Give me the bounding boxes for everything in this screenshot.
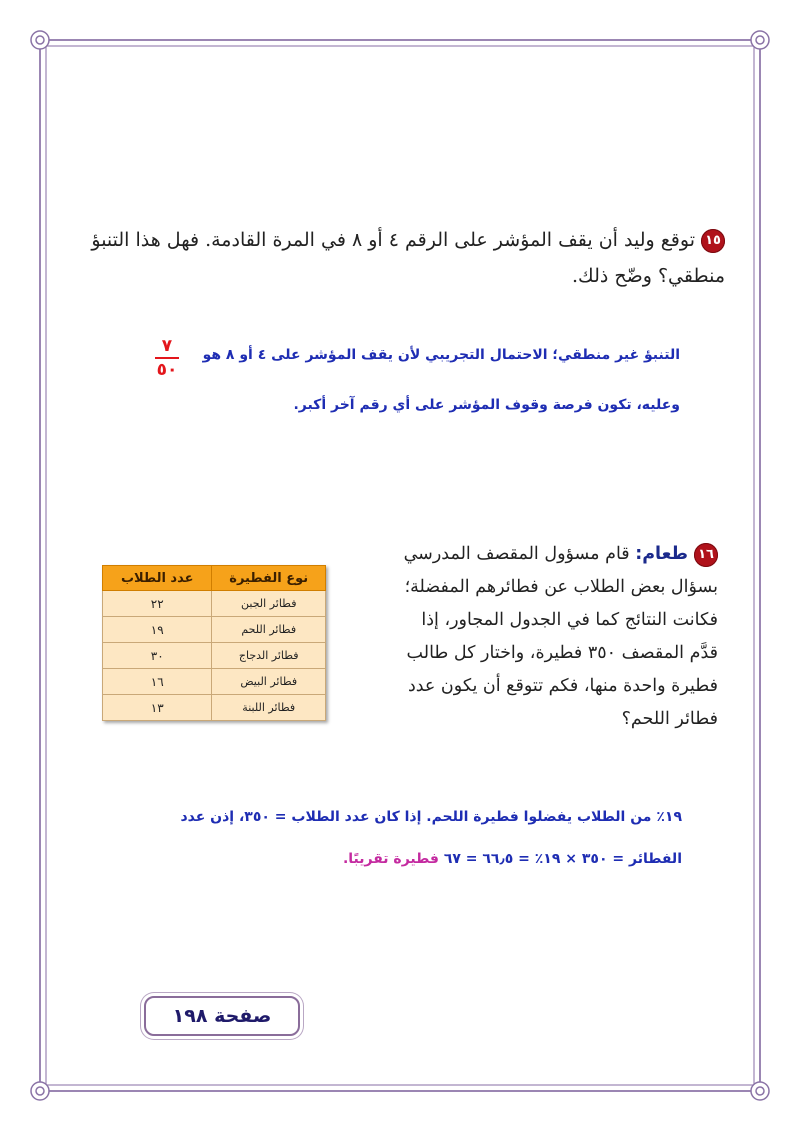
pie-count: ٣٠ <box>103 643 212 669</box>
pie-count: ٢٢ <box>103 591 212 617</box>
pie-name: فطائر اللحم <box>212 617 326 643</box>
pie-name: فطائر البيض <box>212 669 326 695</box>
pies-table <box>102 565 326 721</box>
table-row <box>103 669 326 695</box>
question-15-number: ١٥ <box>701 229 725 253</box>
pie-name: فطائر الدجاج <box>212 643 326 669</box>
question-16 <box>388 538 718 736</box>
question-16-text: قام مسؤول المقصف المدرسي بسؤال بعض الطلاب عن فطائرهم المفضلة؛ فكانت النتائج كما في الجدول المجاور، إذا قدَّم المقصف ٣٥٠ فطيرة، واختار كل طالب فطيرة واحدة منها، فكم تتوقع أن يكون عدد فطائر اللحم؟ <box>403 544 718 729</box>
table-row <box>103 695 326 721</box>
table-row <box>103 643 326 669</box>
answer-16-line2 <box>122 846 682 872</box>
pie-name: فطائر الجبن <box>212 591 326 617</box>
answer-16-result: فطيرة تقريبًا. <box>342 851 439 867</box>
answer-15-fraction <box>155 337 179 379</box>
pie-count: ١٣ <box>103 695 212 721</box>
header-pie-type: نوع الفطيرة <box>212 566 326 591</box>
answer-15-line1: التنبؤ غير منطقي؛ الاحتمال التجريبي لأن يقف المؤشر على ٤ أو ٨ هو <box>202 347 680 363</box>
question-16-keyword: طعام: <box>635 544 688 564</box>
table-row <box>103 591 326 617</box>
page-number: صفحة ١٩٨ <box>144 996 300 1036</box>
table-row <box>103 617 326 643</box>
answer-16-equation: الفطائر = ٣٥٠ × ١٩٪ = ٦٦٫٥ = ٦٧ <box>443 851 682 867</box>
header-student-count: عدد الطلاب <box>103 566 212 591</box>
fraction-bar <box>155 357 179 359</box>
question-16-number: ١٦ <box>694 543 718 567</box>
pie-name: فطائر اللبنة <box>212 695 326 721</box>
question-15-text: توقع وليد أن يقف المؤشر على الرقم ٤ أو ٨ في المرة القادمة. فهل هذا التنبؤ منطقي؟ وضّح ذلك. <box>91 229 725 287</box>
pie-count: ١٦ <box>103 669 212 695</box>
answer-15-line2: وعليه، تكون فرصة وقوف المؤشر على أي رقم آخر أكبر. <box>293 397 680 413</box>
fraction-numerator: ٧ <box>161 336 173 356</box>
answer-16-line1: ١٩٪ من الطلاب يفضلوا فطيرة اللحم. إذا كان عدد الطلاب = ٣٥٠، إذن عدد <box>180 809 682 825</box>
fraction-denominator: ٥٠ <box>156 360 178 380</box>
table-header-row <box>103 566 326 591</box>
pie-count: ١٩ <box>103 617 212 643</box>
question-15 <box>85 222 725 294</box>
